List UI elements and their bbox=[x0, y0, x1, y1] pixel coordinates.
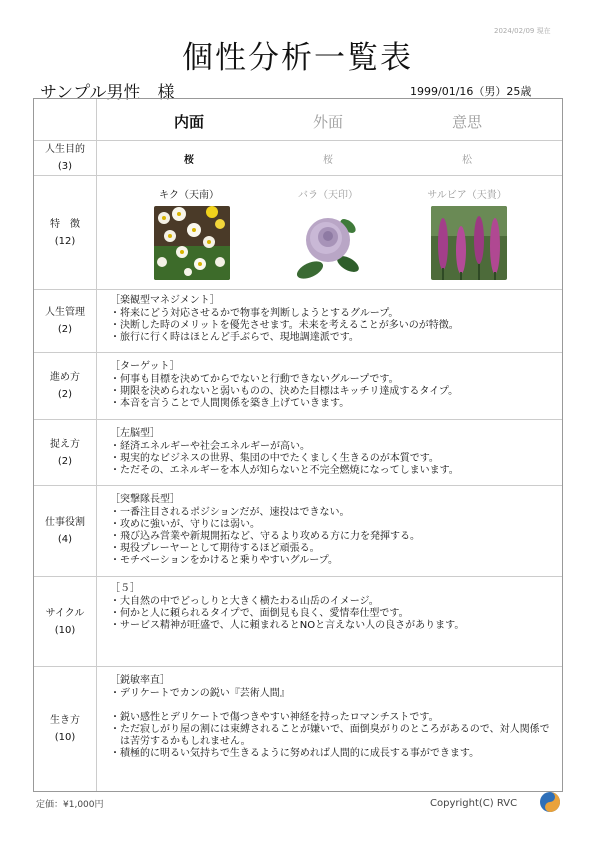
row-label-count: (2) bbox=[57, 389, 73, 400]
column-header-row bbox=[34, 99, 562, 141]
row-label-text: 進め方 bbox=[50, 372, 80, 383]
salvia-photo bbox=[431, 206, 507, 280]
category-heading: ［５］ bbox=[110, 583, 140, 594]
row-label bbox=[34, 577, 97, 666]
bullet-item: ・ 飛び込み営業や新規開拓など、守るより攻める方に力を発揮する。 bbox=[110, 531, 554, 543]
row-body bbox=[110, 583, 554, 632]
bullet-item: ・ 現実的なビジネスの世界、集団の中でたくましく生きるのが本質です。 bbox=[110, 453, 554, 465]
bullet-item: ・ 鋭い感性とデリケートで傷つきやすい神経を持ったロマンチストです。 bbox=[110, 712, 554, 724]
bullet-item: ・ 何かと人に頼られるタイプで、面倒見も良く、愛情奉仕型です。 bbox=[110, 608, 554, 620]
column-outer: 外面 bbox=[312, 113, 343, 131]
row-label-text: 生き方 bbox=[50, 715, 80, 726]
bullet-item: ・ 経済エネルギーや社会エネルギーが高い。 bbox=[110, 441, 554, 453]
row-label-text: サイクル bbox=[45, 607, 85, 619]
bullet-item: ・ 一番注目されるポジションだが、速投はできない。 bbox=[110, 507, 554, 519]
row-body bbox=[110, 361, 554, 410]
row-work-role bbox=[34, 486, 562, 577]
bullet-item: ・ デリケートでカンの鋭い『芸術人間』 bbox=[110, 688, 554, 700]
header-corner-cell bbox=[34, 99, 97, 140]
bullet-item: ・ サービス精神が旺盛で、人に頼まれるとNOと言えない人の良さがあります。 bbox=[110, 620, 554, 632]
spacer bbox=[110, 700, 554, 712]
bullet-item: ・ 積極的に明るい気持ちで生きるように努めれば人間的に成長する事ができます。 bbox=[110, 748, 554, 760]
row-label-text: 特 徴 bbox=[50, 218, 80, 230]
row-life-purpose bbox=[34, 140, 562, 176]
column-inner: 内面 bbox=[173, 113, 204, 131]
category-heading: ［鋭敏率直］ bbox=[110, 675, 170, 686]
row-label-text: 人生管理 bbox=[45, 306, 85, 318]
bullet-item: ・ 何事も目標を決めてからでないと行動できないグループです。 bbox=[110, 374, 554, 386]
row-traits bbox=[34, 176, 562, 290]
bullet-list bbox=[110, 712, 554, 760]
row-label bbox=[34, 353, 97, 419]
row-label bbox=[34, 486, 97, 576]
row-approach bbox=[34, 353, 562, 420]
row-label bbox=[34, 176, 97, 289]
row-body bbox=[110, 295, 554, 344]
row-cycle bbox=[34, 577, 562, 667]
row-body bbox=[110, 675, 554, 760]
row-label-count: (2) bbox=[57, 323, 73, 335]
bullet-list bbox=[110, 507, 554, 567]
bullet-item: ・ モチベーションをかけると乗りやすいグループ。 bbox=[110, 555, 554, 567]
customer-name: サンプル男性 様 bbox=[40, 83, 175, 103]
bullet-item: ・ ただ寂しがり屋の割には束縛されることが嫌いで、面倒臭がりのところがあるので、対人関係では苦労するかもしれません。 bbox=[110, 724, 554, 748]
bullet-list bbox=[110, 441, 554, 477]
price-label: 定価：¥1,000円 bbox=[36, 800, 104, 810]
bullet-item: ・ 現役プレーヤーとして期待するほど頑張る。 bbox=[110, 543, 554, 555]
column-will: 意思 bbox=[451, 113, 482, 131]
value-will: 松 bbox=[462, 155, 472, 166]
rvc-logo-icon bbox=[539, 791, 561, 813]
category-heading: ［左脳型］ bbox=[110, 428, 160, 439]
row-label bbox=[34, 140, 97, 175]
bullet-item: ・ ただその、エネルギーを本人が知らないと不完全燃焼になってしまいます。 bbox=[110, 465, 554, 477]
row-label-text: 人生目的 bbox=[45, 143, 85, 155]
page-title: 個性分析一覧表 bbox=[182, 40, 413, 76]
row-label-count: (3) bbox=[57, 160, 73, 172]
row-label bbox=[34, 289, 97, 352]
chrysanthemum-photo bbox=[154, 206, 230, 280]
row-label-count: (10) bbox=[54, 732, 76, 743]
bullet-item: ・ 決断した時のメリットを優先させます。未来を考えることが多いのが特徴。 bbox=[110, 320, 554, 332]
bullet-item: ・ 大自然の中でどっしりと大きく横たわる山岳のイメージ。 bbox=[110, 596, 554, 608]
row-label-count: (2) bbox=[57, 455, 73, 467]
value-outer: 桜 bbox=[323, 155, 333, 166]
category-heading: ［楽観型マネジメント］ bbox=[110, 295, 220, 306]
row-label-text: 捉え方 bbox=[50, 438, 80, 450]
row-label bbox=[34, 667, 97, 791]
flower-name-will: サルビア（天貴） bbox=[427, 190, 507, 201]
row-label-text: 仕事役割 bbox=[45, 517, 85, 528]
row-body bbox=[110, 494, 554, 567]
bullet-item: ・ 旅行に行く時はほとんど手ぶらで、現地調達派です。 bbox=[110, 332, 554, 344]
row-label-count: (12) bbox=[54, 235, 76, 247]
category-heading: ［ターゲット］ bbox=[110, 361, 180, 372]
bullet-item: ・ 本音を言うことで人間関係を築き上げていきます。 bbox=[110, 398, 554, 410]
rose-photo bbox=[292, 206, 364, 280]
flower-name-inner: キク（天南） bbox=[159, 190, 219, 201]
bullet-list bbox=[110, 688, 554, 700]
category-heading: ［突撃隊長型］ bbox=[110, 494, 180, 505]
row-body bbox=[110, 428, 554, 477]
birth-info: 1999/01/16（男）25歳 bbox=[410, 85, 532, 98]
row-life-management bbox=[34, 289, 562, 353]
bullet-list bbox=[110, 374, 554, 410]
bullet-item: ・ 期限を決められないと弱いものの、決めた目標はキッチリ達成するタイプ。 bbox=[110, 386, 554, 398]
flower-name-outer: バラ（天印） bbox=[298, 190, 358, 201]
bullet-item: ・ 攻めに強いが、守りには弱い。 bbox=[110, 519, 554, 531]
value-inner: 桜 bbox=[184, 155, 194, 166]
row-way-of-life bbox=[34, 667, 562, 791]
row-perception bbox=[34, 420, 562, 486]
analysis-table bbox=[33, 98, 563, 792]
bullet-list bbox=[110, 308, 554, 344]
row-label-count: (10) bbox=[54, 624, 76, 636]
bullet-item: ・ 将来にどう対応させるかで物事を判断しようとするグループ。 bbox=[110, 308, 554, 320]
copyright-text: Copyright(C) RVC bbox=[430, 798, 518, 809]
date-stamp: 2024/02/09 現在 bbox=[494, 27, 551, 35]
bullet-list bbox=[110, 596, 554, 632]
row-label-count: (4) bbox=[57, 534, 73, 545]
row-label bbox=[34, 420, 97, 485]
